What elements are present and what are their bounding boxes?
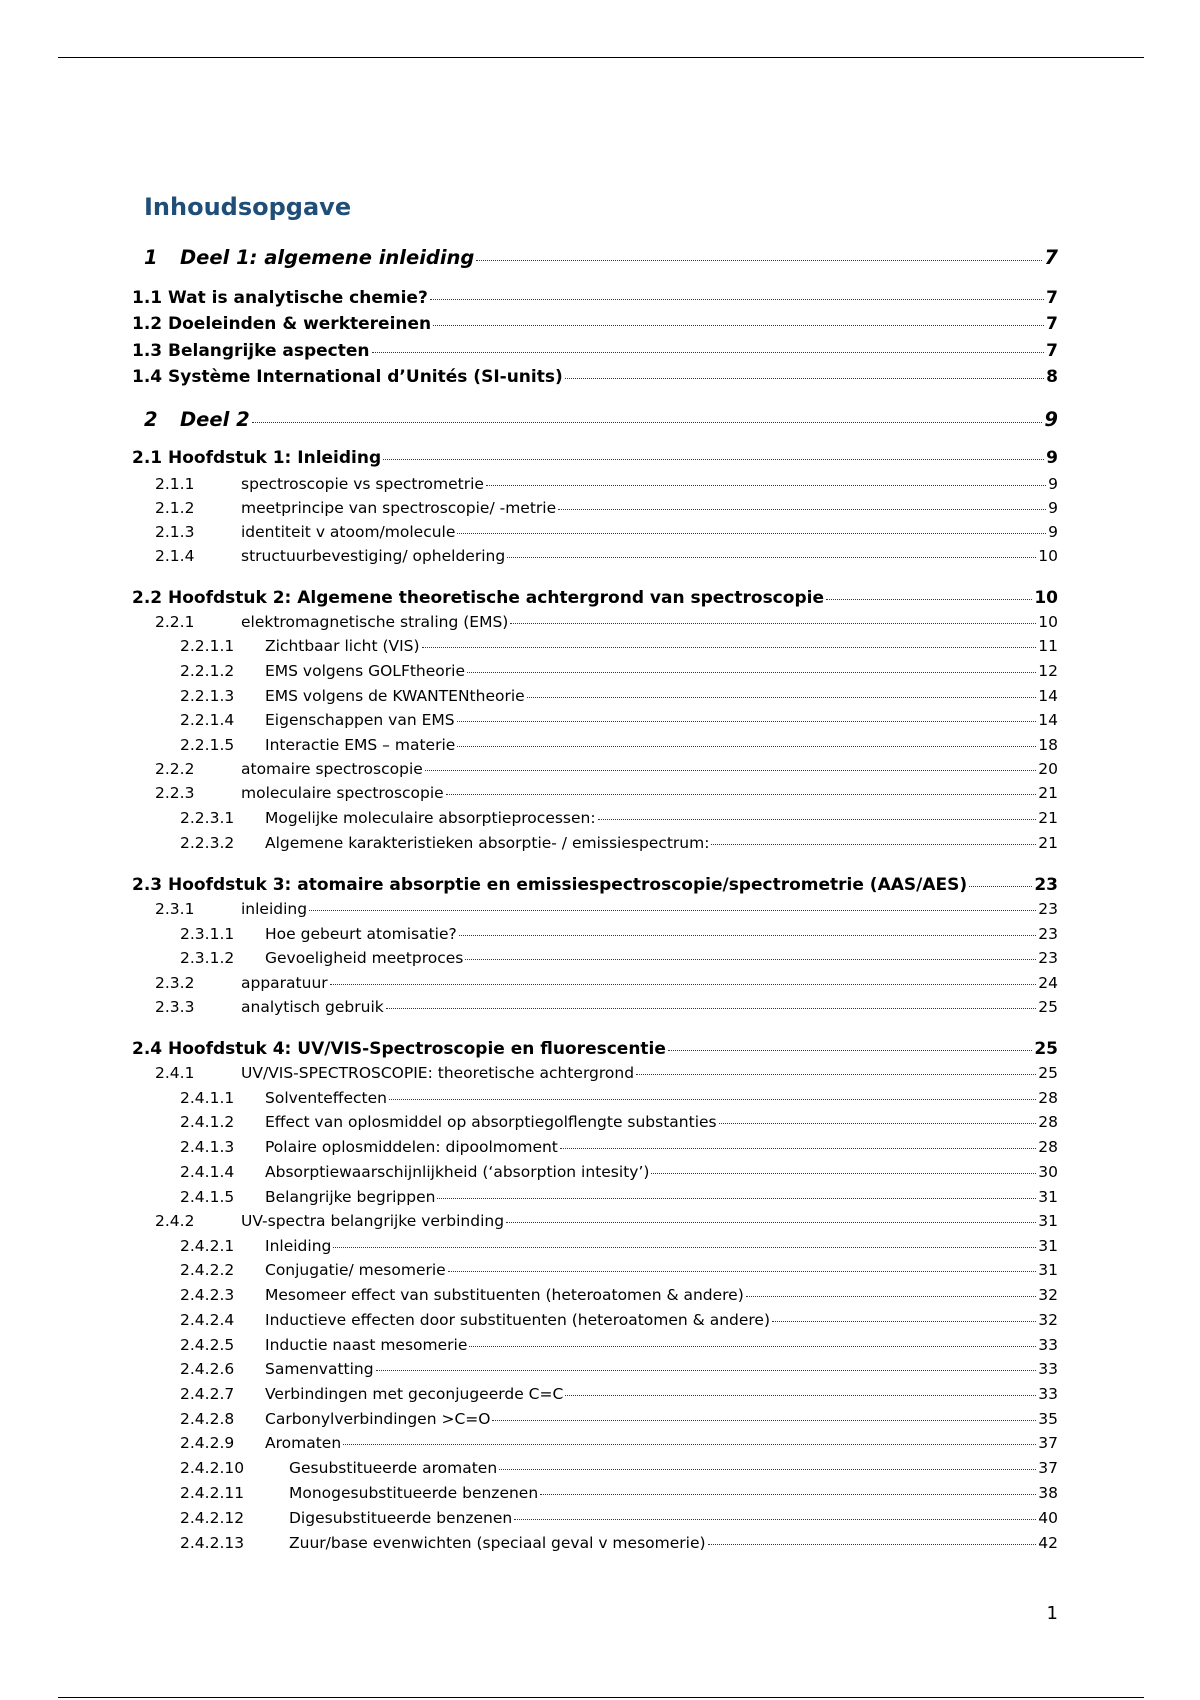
toc-entry-level-1[interactable]: [0, 408, 1058, 431]
toc-entry-page: 10: [1038, 613, 1058, 631]
toc-entry-level-4[interactable]: [0, 925, 1058, 943]
toc-dot-leader: [711, 843, 1036, 845]
toc-entry-level-5[interactable]: [0, 1484, 1058, 1502]
page-title: Inhoudsopgave: [144, 193, 352, 221]
toc-entry-level-3[interactable]: [0, 499, 1058, 517]
toc-entry-level-4[interactable]: [0, 736, 1058, 754]
toc-entry-label: Zuur/base evenwichten (speciaal geval v mesomerie): [289, 1534, 706, 1552]
toc-dot-leader: [433, 324, 1044, 326]
toc-entry-label: Deel 2: [180, 408, 250, 431]
toc-entry-label: Hoofdstuk 3: atomaire absorptie en emissiespectroscopie/spectrometrie (AAS/AES): [168, 875, 968, 895]
toc-dot-leader: [719, 1122, 1037, 1124]
toc-dot-leader: [376, 1369, 1037, 1371]
toc-entry-number: 2.3.3: [155, 998, 195, 1016]
toc-entry-page: 11: [1038, 637, 1058, 655]
toc-dot-leader: [330, 983, 1037, 985]
toc-entry-number: 2.2.1: [155, 613, 195, 631]
toc-entry-level-4[interactable]: [0, 1188, 1058, 1206]
toc-entry-label: Carbonylverbindingen >C=O: [265, 1410, 491, 1428]
toc-entry-label: structuurbevestiging/ opheldering: [241, 547, 506, 565]
toc-entry-label: Mogelijke moleculaire absorptieprocessen:: [265, 809, 596, 827]
toc-entry-level-5[interactable]: [0, 1459, 1058, 1477]
toc-entry-level-3[interactable]: [0, 613, 1058, 631]
toc-entry-level-3[interactable]: [0, 1212, 1058, 1230]
toc-entry-number: 1: [144, 246, 158, 269]
toc-entry-page: 31: [1038, 1188, 1058, 1206]
toc-entry-number: 2.4.2.2: [180, 1261, 235, 1279]
toc-entry-level-2[interactable]: [0, 1039, 1058, 1059]
toc-dot-leader: [969, 885, 1032, 887]
toc-entry-number: 2.2.1.1: [180, 637, 235, 655]
toc-entry-page: 25: [1034, 1039, 1058, 1059]
toc-entry-label: identiteit v atoom/molecule: [241, 523, 456, 541]
toc-entry-number: 2.4.1.2: [180, 1113, 235, 1131]
toc-entry-page: 30: [1038, 1163, 1058, 1181]
toc-entry-level-4[interactable]: [0, 1360, 1058, 1378]
toc-entry-page: 23: [1038, 949, 1058, 967]
toc-dot-leader: [425, 769, 1036, 771]
toc-entry-label: Wat is analytische chemie?: [168, 288, 428, 308]
toc-dot-leader: [333, 1246, 1036, 1248]
toc-entry-label: Monogesubstitueerde benzenen: [289, 1484, 539, 1502]
toc-entry-number: 1.4: [132, 367, 163, 387]
toc-entry-number: 2.4.2: [155, 1212, 195, 1230]
toc-dot-leader: [422, 646, 1037, 648]
toc-entry-label: Eigenschappen van EMS: [265, 711, 455, 729]
toc-entry-page: 33: [1038, 1360, 1058, 1378]
toc-entry-level-4[interactable]: [0, 1286, 1058, 1304]
toc-entry-number: 2.4.2.11: [180, 1484, 245, 1502]
toc-entry-number: 2.1: [132, 448, 163, 468]
toc-entry-page: 21: [1038, 834, 1058, 852]
toc-entry-level-2[interactable]: [0, 288, 1058, 308]
toc-entry-label: Effect van oplosmiddel op absorptiegolflengte substanties: [265, 1113, 717, 1131]
toc-entry-number: 2.4.2.6: [180, 1360, 235, 1378]
toc-entry-page: 7: [1046, 288, 1058, 308]
toc-entry-number: 2.4.1.3: [180, 1138, 235, 1156]
toc-entry-number: 2.1.2: [155, 499, 195, 517]
toc-entry-page: 24: [1038, 974, 1058, 992]
toc-entry-page: 23: [1034, 875, 1058, 895]
toc-entry-level-4[interactable]: [0, 662, 1058, 680]
toc-entry-page: 10: [1038, 547, 1058, 565]
toc-entry-label: Inductieve effecten door substituenten (heteroatomen & andere): [265, 1311, 771, 1329]
toc-dot-leader: [514, 1518, 1036, 1520]
toc-entry-level-4[interactable]: [0, 711, 1058, 729]
toc-dot-leader: [598, 818, 1037, 820]
toc-entry-number: 2.2.1.2: [180, 662, 235, 680]
toc-entry-label: Hoofdstuk 2: Algemene theoretische achtergrond van spectroscopie: [168, 588, 824, 608]
toc-entry-level-2[interactable]: [0, 588, 1058, 608]
toc-entry-number: 2.3.2: [155, 974, 195, 992]
toc-entry-number: 2.3: [132, 875, 163, 895]
toc-entry-level-3[interactable]: [0, 475, 1058, 493]
toc-entry-label: apparatuur: [241, 974, 328, 992]
toc-entry-number: 2.3.1: [155, 900, 195, 918]
toc-entry-label: inleiding: [241, 900, 308, 918]
page-number: 1: [1046, 1603, 1058, 1624]
toc-entry-label: Système International d’Unités (SI-units): [168, 367, 563, 387]
toc-entry-label: Inductie naast mesomerie: [265, 1336, 468, 1354]
toc-entry-number: 2.4.1.4: [180, 1163, 235, 1181]
toc-entry-page: 33: [1038, 1385, 1058, 1403]
toc-entry-number: 2.4.2.7: [180, 1385, 235, 1403]
toc-entry-level-4[interactable]: [0, 834, 1058, 852]
toc-dot-leader: [476, 259, 1042, 261]
toc-entry-page: 33: [1038, 1336, 1058, 1354]
toc-dot-leader: [309, 909, 1036, 911]
toc-entry-number: 2.4.2.1: [180, 1237, 235, 1255]
toc-entry-label: EMS volgens de KWANTENtheorie: [265, 687, 525, 705]
toc-entry-page: 14: [1038, 687, 1058, 705]
toc-entry-page: 31: [1038, 1212, 1058, 1230]
toc-entry-page: 32: [1038, 1311, 1058, 1329]
toc-entry-level-1[interactable]: [0, 246, 1058, 269]
toc-entry-level-4[interactable]: [0, 1138, 1058, 1156]
toc-entry-label: Belangrijke begrippen: [265, 1188, 436, 1206]
toc-entry-label: Hoofdstuk 4: UV/VIS-Spectroscopie en fluorescentie: [168, 1039, 666, 1059]
toc-entry-level-2[interactable]: [0, 341, 1058, 361]
toc-entry-level-2[interactable]: [0, 448, 1058, 468]
toc-entry-page: 14: [1038, 711, 1058, 729]
toc-entry-label: Algemene karakteristieken absorptie- / emissiespectrum:: [265, 834, 710, 852]
toc-entry-number: 2.4.1.1: [180, 1089, 235, 1107]
toc-dot-leader: [540, 1493, 1036, 1495]
toc-entry-label: EMS volgens GOLFtheorie: [265, 662, 465, 680]
toc-entry-page: 7: [1044, 246, 1058, 269]
toc-dot-leader: [467, 671, 1036, 673]
toc-entry-number: 2: [144, 408, 158, 431]
toc-dot-leader: [457, 745, 1036, 747]
toc-dot-leader: [430, 298, 1044, 300]
toc-entry-number: 2.4.2.9: [180, 1434, 235, 1452]
toc-entry-page: 37: [1038, 1459, 1058, 1477]
toc-entry-number: 2.2.2: [155, 760, 195, 778]
toc-entry-number: 2.4.2.12: [180, 1509, 245, 1527]
toc-entry-page: 9: [1048, 475, 1058, 493]
toc-dot-leader: [668, 1049, 1032, 1051]
toc-entry-level-2[interactable]: [0, 314, 1058, 334]
toc-entry-page: 23: [1038, 900, 1058, 918]
toc-dot-leader: [469, 1345, 1036, 1347]
toc-dot-leader: [486, 484, 1046, 486]
toc-entry-number: 2.2.1.4: [180, 711, 235, 729]
toc-entry-label: Gesubstitueerde aromaten: [289, 1459, 498, 1477]
toc-dot-leader: [772, 1320, 1036, 1322]
toc-entry-number: 2.2.3: [155, 784, 195, 802]
toc-entry-label: Mesomeer effect van substituenten (heteroatomen & andere): [265, 1286, 744, 1304]
toc-entry-label: atomaire spectroscopie: [241, 760, 423, 778]
toc-entry-level-4[interactable]: [0, 637, 1058, 655]
toc-entry-page: 28: [1038, 1138, 1058, 1156]
toc-entry-number: 2.4.1: [155, 1064, 195, 1082]
toc-entry-label: elektromagnetische straling (EMS): [241, 613, 509, 631]
toc-entry-label: Belangrijke aspecten: [168, 341, 370, 361]
toc-entry-page: 28: [1038, 1113, 1058, 1131]
toc-dot-leader: [492, 1419, 1036, 1421]
toc-dot-leader: [386, 1007, 1037, 1009]
toc-entry-label: Verbindingen met geconjugeerde C=C: [265, 1385, 564, 1403]
toc-entry-page: 8: [1046, 367, 1058, 387]
toc-entry-number: 2.3.1.1: [180, 925, 235, 943]
toc-entry-level-4[interactable]: [0, 1410, 1058, 1428]
toc-entry-number: 2.4.1.5: [180, 1188, 235, 1206]
toc-entry-level-3[interactable]: [0, 1064, 1058, 1082]
toc-dot-leader: [372, 351, 1045, 353]
toc-entry-level-4[interactable]: [0, 1113, 1058, 1131]
toc-dot-leader: [506, 1221, 1036, 1223]
toc-entry-label: Digesubstitueerde benzenen: [289, 1509, 513, 1527]
toc-entry-number: 2.4.2.10: [180, 1459, 245, 1477]
toc-entry-page: 9: [1048, 499, 1058, 517]
toc-dot-leader: [459, 934, 1037, 936]
toc-entry-page: 21: [1038, 784, 1058, 802]
toc-entry-label: Aromaten: [265, 1434, 342, 1452]
toc-entry-page: 31: [1038, 1261, 1058, 1279]
toc-entry-level-4[interactable]: [0, 1237, 1058, 1255]
toc-entry-label: Hoofdstuk 1: Inleiding: [168, 448, 382, 468]
toc-entry-page: 12: [1038, 662, 1058, 680]
toc-entry-level-4[interactable]: [0, 1163, 1058, 1181]
toc-entry-number: 2.2.1.3: [180, 687, 235, 705]
toc-entry-label: Inleiding: [265, 1237, 332, 1255]
toc-dot-leader: [708, 1543, 1037, 1545]
toc-entry-page: 18: [1038, 736, 1058, 754]
toc-entry-level-4[interactable]: [0, 1385, 1058, 1403]
toc-entry-label: UV-spectra belangrijke verbinding: [241, 1212, 505, 1230]
toc-entry-label: UV/VIS-SPECTROSCOPIE: theoretische achtergrond: [241, 1064, 635, 1082]
header-rule: [58, 57, 1144, 58]
toc-dot-leader: [826, 598, 1032, 600]
toc-entry-number: 2.3.1.2: [180, 949, 235, 967]
toc-dot-leader: [343, 1443, 1036, 1445]
toc-entry-page: 7: [1046, 314, 1058, 334]
toc-entry-page: 40: [1038, 1509, 1058, 1527]
toc-entry-number: 2.4.2.4: [180, 1311, 235, 1329]
toc-entry-level-3[interactable]: [0, 547, 1058, 565]
toc-entry-label: moleculaire spectroscopie: [241, 784, 444, 802]
toc-entry-page: 9: [1044, 408, 1058, 431]
toc-entry-level-3[interactable]: [0, 998, 1058, 1016]
toc-entry-level-3[interactable]: [0, 784, 1058, 802]
toc-entry-label: Doeleinden & werktereinen: [168, 314, 432, 334]
toc-entry-level-3[interactable]: [0, 900, 1058, 918]
toc-entry-number: 2.1.4: [155, 547, 195, 565]
toc-entry-page: 25: [1038, 1064, 1058, 1082]
toc-dot-leader: [457, 720, 1037, 722]
toc-dot-leader: [389, 1098, 1036, 1100]
toc-entry-label: Hoe gebeurt atomisatie?: [265, 925, 457, 943]
toc-entry-number: 2.2.1.5: [180, 736, 235, 754]
toc-entry-page: 7: [1046, 341, 1058, 361]
toc-entry-number: 2.1.1: [155, 475, 195, 493]
toc-dot-leader: [558, 508, 1046, 510]
toc-entry-page: 32: [1038, 1286, 1058, 1304]
toc-entry-level-4[interactable]: [0, 1261, 1058, 1279]
toc-entry-label: analytisch gebruik: [241, 998, 384, 1016]
toc-entry-number: 1.2: [132, 314, 163, 334]
toc-entry-label: spectroscopie vs spectrometrie: [241, 475, 484, 493]
toc-entry-page: 21: [1038, 809, 1058, 827]
toc-entry-number: 1.3: [132, 341, 163, 361]
toc-entry-number: 2.2.3.2: [180, 834, 235, 852]
toc-dot-leader: [465, 958, 1036, 960]
footer-rule: [58, 1697, 1144, 1698]
toc-entry-level-4[interactable]: [0, 1336, 1058, 1354]
toc-entry-level-3[interactable]: [0, 760, 1058, 778]
toc-entry-label: Polaire oplosmiddelen: dipoolmoment: [265, 1138, 558, 1156]
toc-dot-leader: [651, 1172, 1036, 1174]
toc-dot-leader: [560, 1147, 1036, 1149]
toc-entry-page: 38: [1038, 1484, 1058, 1502]
toc-entry-level-2[interactable]: [0, 875, 1058, 895]
toc-entry-page: 20: [1038, 760, 1058, 778]
toc-entry-page: 35: [1038, 1410, 1058, 1428]
toc-entry-label: Conjugatie/ mesomerie: [265, 1261, 446, 1279]
toc-entry-level-2[interactable]: [0, 367, 1058, 387]
toc-entry-level-4[interactable]: [0, 949, 1058, 967]
toc-dot-leader: [448, 1270, 1037, 1272]
toc-entry-page: 37: [1038, 1434, 1058, 1452]
toc-entry-label: Absorptiewaarschijnlijkheid (‘absorption intesity’): [265, 1163, 650, 1181]
toc-entry-level-4[interactable]: [0, 1311, 1058, 1329]
toc-entry-page: 23: [1038, 925, 1058, 943]
toc-entry-label: Gevoeligheid meetproces: [265, 949, 464, 967]
toc-dot-leader: [446, 793, 1037, 795]
toc-entry-level-4[interactable]: [0, 687, 1058, 705]
toc-dot-leader: [507, 556, 1036, 558]
toc-entry-page: 28: [1038, 1089, 1058, 1107]
toc-dot-leader: [457, 532, 1046, 534]
toc-entry-level-3[interactable]: [0, 974, 1058, 992]
toc-entry-level-5[interactable]: [0, 1534, 1058, 1552]
toc-entry-page: 10: [1034, 588, 1058, 608]
toc-entry-page: 31: [1038, 1237, 1058, 1255]
toc-entry-page: 25: [1038, 998, 1058, 1016]
toc-entry-level-3[interactable]: [0, 523, 1058, 541]
toc-dot-leader: [383, 458, 1044, 460]
toc-entry-page: 42: [1038, 1534, 1058, 1552]
toc-dot-leader: [636, 1073, 1036, 1075]
toc-entry-number: 2.4.2.5: [180, 1336, 235, 1354]
toc-entry-label: meetprincipe van spectroscopie/ -metrie: [241, 499, 557, 517]
toc-entry-level-4[interactable]: [0, 1434, 1058, 1452]
toc-dot-leader: [565, 1394, 1036, 1396]
toc-entry-label: Interactie EMS – materie: [265, 736, 456, 754]
toc-dot-leader: [437, 1197, 1036, 1199]
toc-entry-label: Samenvatting: [265, 1360, 374, 1378]
toc-entry-number: 2.1.3: [155, 523, 195, 541]
toc-entry-page: 9: [1046, 448, 1058, 468]
toc-dot-leader: [527, 696, 1037, 698]
toc-entry-label: Zichtbaar licht (VIS): [265, 637, 420, 655]
toc-dot-leader: [510, 622, 1036, 624]
toc-entry-number: 2.4.2.8: [180, 1410, 235, 1428]
toc-entry-number: 2.2.3.1: [180, 809, 235, 827]
toc-dot-leader: [565, 377, 1044, 379]
toc-entry-level-5[interactable]: [0, 1509, 1058, 1527]
toc-dot-leader: [746, 1295, 1036, 1297]
toc-entry-number: 2.4.2.3: [180, 1286, 235, 1304]
toc-entry-label: Deel 1: algemene inleiding: [180, 246, 475, 269]
toc-entry-label: Solventeffecten: [265, 1089, 387, 1107]
toc-entry-number: 2.2: [132, 588, 163, 608]
toc-entry-level-4[interactable]: [0, 809, 1058, 827]
toc-entry-number: 1.1: [132, 288, 163, 308]
toc-entry-level-4[interactable]: [0, 1089, 1058, 1107]
toc-entry-number: 2.4.2.13: [180, 1534, 245, 1552]
toc-entry-number: 2.4: [132, 1039, 163, 1059]
toc-dot-leader: [252, 421, 1043, 423]
toc-entry-page: 9: [1048, 523, 1058, 541]
toc-dot-leader: [499, 1468, 1036, 1470]
